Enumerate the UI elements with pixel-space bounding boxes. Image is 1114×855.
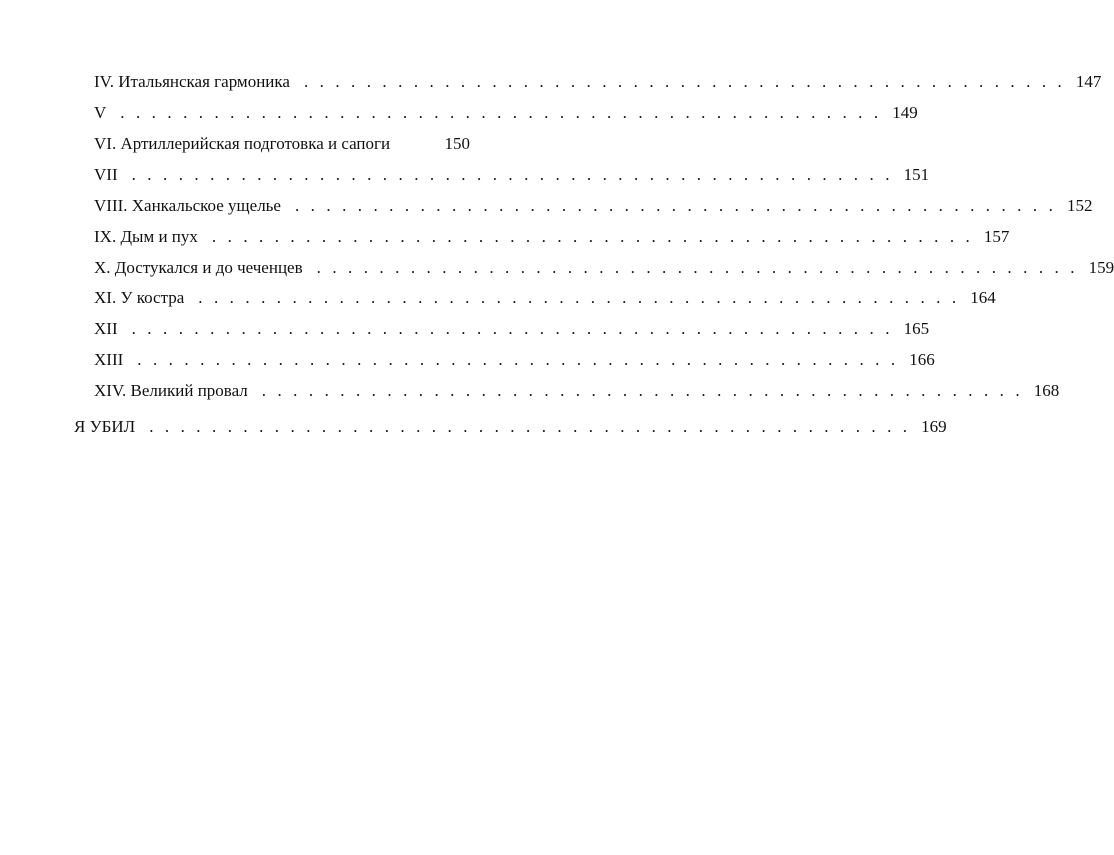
toc-entry-title: X. Достукался и до чеченцев <box>94 258 303 277</box>
toc-entry-page: 166 <box>909 350 935 369</box>
toc-entry-page: 168 <box>1033 381 1060 400</box>
toc-entry <box>94 134 470 154</box>
dot-leader: . . . . . . . . . . . . . . . . . . . . . . . . . . . . . . . . . . . . . . . . . . . . . . . . . <box>294 196 1057 215</box>
toc-entry-title: IV. Итальянская гармоника <box>94 72 290 91</box>
dot-leader: . . . . . . . . . . . . . . . . . . . . . . . . . . . . . . . . . . . . . . . . . . . . . . . . . <box>137 350 899 369</box>
toc-section-entry <box>74 417 947 437</box>
toc-entry-page: 147 <box>1075 72 1102 91</box>
toc-entry <box>94 381 1060 401</box>
toc-entry-title: V <box>94 103 107 122</box>
toc-entry-page: 157 <box>983 227 1010 246</box>
toc-entry-title: XII <box>94 319 118 338</box>
toc-entry <box>94 319 930 339</box>
dot-leader: . . . . . . . . . . . . . . . . . . . . . . . . . . . . . . . . . . . . . . . . . . . . . . . . . <box>131 165 894 184</box>
toc-entry-title: XIV. Великий провал <box>94 381 248 400</box>
toc-entry-page: 152 <box>1066 196 1093 215</box>
toc-entry <box>94 103 918 123</box>
dot-leader: . . . . . . . . . . . . . . . . . . . . . . . . . . . . . . . . . . . . . . . . . . . . . . . . . <box>211 227 974 246</box>
dot-leader: . . . . . . . . . . . . . . . . . . . . . . . . . . . . . . . . . . . . . . . . . . . . . . . . . <box>131 319 894 338</box>
dot-leader: . . . . . . . . . . . . . . . . . . . . . . . . . . . . . . . . . . . . . . . . . . . . . . . . . <box>316 258 1079 277</box>
toc-entry-page: 159 <box>1088 258 1114 277</box>
toc-entry <box>94 227 1010 247</box>
toc-entry-title: VIII. Ханкальское ущелье <box>94 196 281 215</box>
toc-entry-page: 150 <box>444 134 470 153</box>
toc-entry <box>94 258 1114 278</box>
toc-entry <box>94 72 1102 92</box>
dot-leader: . . . . . . . . . . . . . . . . . . . . . . . . . . . . . . . . . . . . . . . . . . . . . . . . . <box>120 103 882 122</box>
toc-entry-title: VI. Артиллерийская подготовка и сапоги <box>94 134 391 153</box>
toc-entry-page: 164 <box>970 288 996 307</box>
dot-leader: . . . . . . . . . . . . . . . . . . . . . . . . . . . . . . . . . . . . . . . . . . . . . . . . . <box>261 381 1024 400</box>
toc-entry-title: XI. У костра <box>94 288 185 307</box>
dot-leader: . . . . . . . . . . . . . . . . . . . . . . . . . . . . . . . . . . . . . . . . . . . . . . . . . <box>149 417 911 436</box>
toc-entry-page: 151 <box>903 165 930 184</box>
toc-section-page: 169 <box>921 417 947 436</box>
toc-entry-title: XIII <box>94 350 124 369</box>
toc-entry-page: 149 <box>892 103 918 122</box>
dot-leader: . . . . . . . . . . . . . . . . . . . . . . . . . . . . . . . . . . . . . . . . . . . . . . . . . <box>303 72 1066 91</box>
toc-entry <box>94 196 1093 216</box>
toc-entry-title: IX. Дым и пух <box>94 227 198 246</box>
toc-entry <box>94 350 935 370</box>
toc-section-title: Я УБИЛ <box>74 417 136 436</box>
toc-entry <box>94 165 930 185</box>
toc-entry <box>94 288 996 308</box>
dot-leader: . . . . . . . . . . . . . . . . . . . . . . . . . . . . . . . . . . . . . . . . . . . . . . . . . <box>198 288 960 307</box>
toc-entry-title: VII <box>94 165 118 184</box>
toc-entry-page: 165 <box>903 319 930 338</box>
